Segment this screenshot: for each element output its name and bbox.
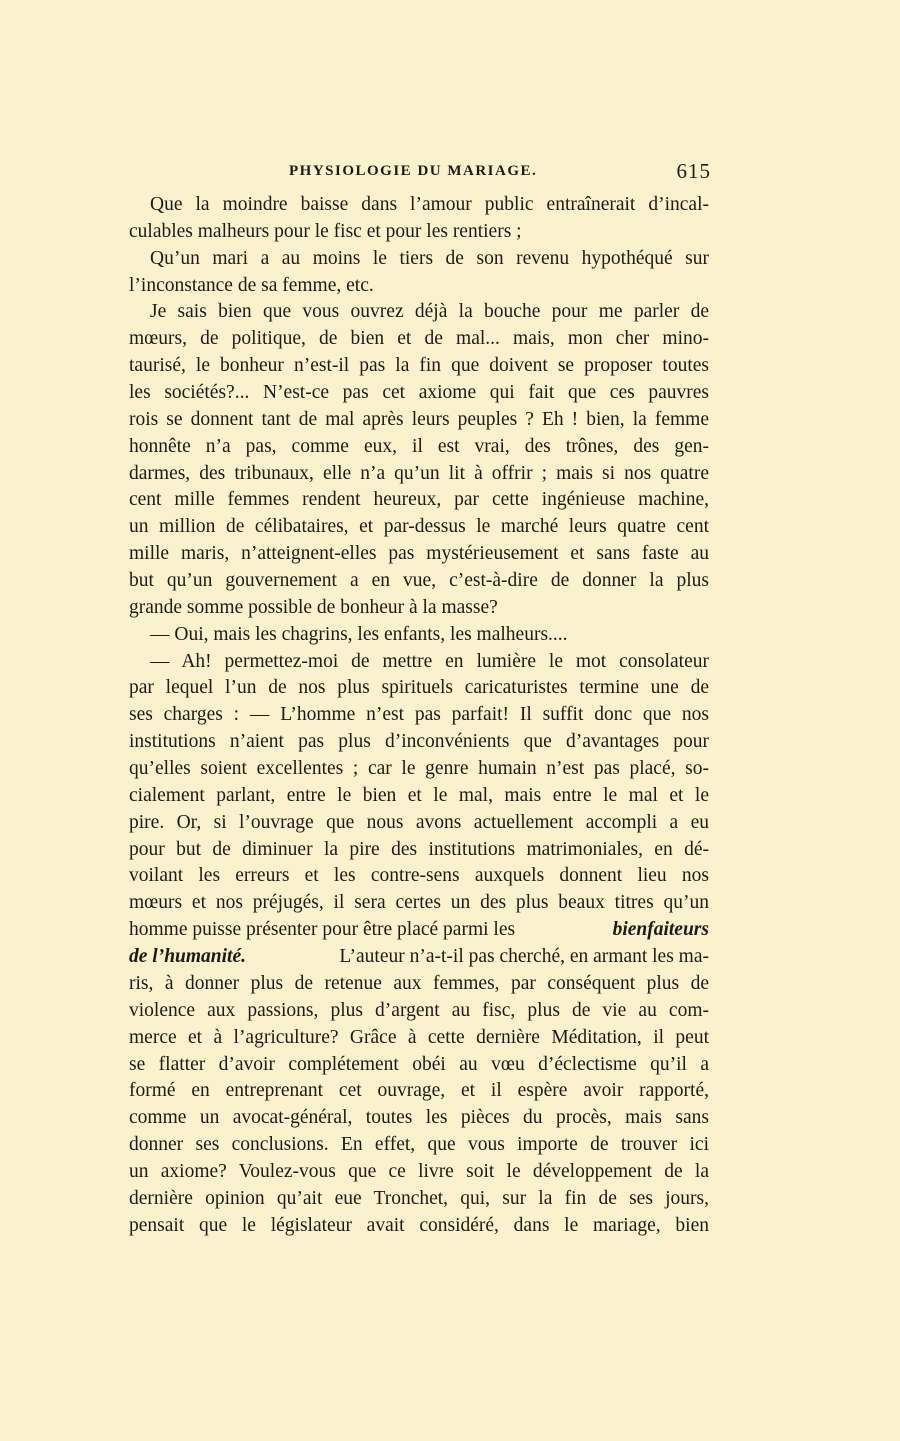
text-segment: L’auteur n’a-t-il pas cherché, en armant les ma- <box>339 946 709 968</box>
text-line: ris, à donner plus de retenue aux femmes, par conséquent plus de <box>129 972 709 994</box>
text-line: un million de célibataires, et par-dessus le marché leurs quatre cent <box>129 516 709 538</box>
text-line: culables malheurs pour le fisc et pour les rentiers ; <box>129 220 522 242</box>
text-line: but qu’un gouvernement a en vue, c’est-à-dire de donner la plus <box>129 570 709 592</box>
text-line <box>129 917 709 944</box>
text-line: mille maris, n’atteignent-elles pas mystérieusement et sans faste au <box>129 543 709 565</box>
text-line: les sociétés?... N’est-ce pas cet axiome qui fait que ces pauvres <box>129 382 709 404</box>
text-line: grande somme possible de bonheur à la masse? <box>129 596 498 618</box>
text-line <box>129 944 709 971</box>
italic-emphasis: de l’humanité. <box>129 946 247 968</box>
text-line: se flatter d’avoir complétement obéi au vœu d’éclectisme qu’il a <box>129 1053 709 1075</box>
text-line: Je sais bien que vous ouvrez déjà la bouche pour me parler de <box>150 301 709 323</box>
text-line: pensait que le législateur avait considéré, dans le mariage, bien <box>129 1214 709 1236</box>
text-line: pour but de diminuer la pire des institutions matrimoniales, en dé- <box>129 838 709 860</box>
text-segment: homme puisse présenter pour être placé parmi les <box>129 919 516 941</box>
text-line: Que la moindre baisse dans l’amour public entraînerait d’incal- <box>150 194 709 215</box>
text-line: un axiome? Voulez-vous que ce livre soit le développement de la <box>129 1160 709 1182</box>
italic-emphasis: bienfaiteurs <box>612 919 709 941</box>
text-line: voilant les erreurs et les contre-sens auxquels donnent lieu nos <box>129 865 709 887</box>
text-line: dernière opinion qu’ait eue Tronchet, qui, sur la fin de ses jours, <box>129 1187 709 1209</box>
text-line: violence aux passions, plus d’argent au fisc, plus de vie au com- <box>129 999 709 1021</box>
text-line: honnête n’a pas, comme eux, il est vrai, des trônes, des gen- <box>129 435 709 457</box>
text-line: cialement parlant, entre le bien et le mal, mais entre le mal et le <box>129 784 709 806</box>
text-line: taurisé, le bonheur n’est-il pas la fin que doivent se proposer toutes <box>129 355 709 377</box>
page-number: 615 <box>676 159 711 183</box>
text-line: pire. Or, si l’ouvrage que nous avons actuellement accompli a eu <box>129 811 709 833</box>
text-line: cent mille femmes rendent heureux, par cette ingénieuse machine, <box>129 489 709 511</box>
body-text <box>129 192 709 1240</box>
text-line: institutions n’aient pas plus d’inconvénients que d’avantages pour <box>129 731 709 753</box>
text-line: merce et à l’agriculture? Grâce à cette dernière Méditation, il peut <box>129 1026 709 1048</box>
text-line: comme un avocat-général, toutes les pièces du procès, mais sans <box>129 1107 709 1129</box>
running-title: PHYSIOLOGIE DU MARIAGE. <box>289 163 538 179</box>
text-line: l’inconstance de sa femme, etc. <box>129 274 374 296</box>
text-line: par lequel l’un de nos plus spirituels caricaturistes termine une de <box>129 677 709 699</box>
text-line: mœurs et nos préjugés, il sera certes un des plus beaux titres qu’un <box>129 892 709 914</box>
text-line: qu’elles soient excellentes ; car le genre humain n’est pas placé, so- <box>129 758 709 780</box>
text-line: mœurs, de politique, de bien et de mal... mais, mon cher mino- <box>129 328 709 350</box>
text-line: formé en entreprenant cet ouvrage, et il espère avoir rapporté, <box>129 1080 709 1102</box>
text-line: darmes, des tribunaux, elle n’a qu’un lit à offrir ; mais si nos quatre <box>129 462 709 484</box>
text-line: Qu’un mari a au moins le tiers de son revenu hypothéqué sur <box>150 247 709 269</box>
text-line: rois se donnent tant de mal après leurs peuples ? Eh ! bien, la femme <box>129 408 709 430</box>
page-header <box>129 161 711 185</box>
text-line: — Oui, mais les chagrins, les enfants, les malheurs.... <box>150 623 568 645</box>
text-line: donner ses conclusions. En effet, que vous importe de trouver ici <box>129 1134 709 1156</box>
text-line: ses charges : — L’homme n’est pas parfait! Il suffit donc que nos <box>129 704 709 726</box>
text-line: — Ah! permettez-moi de mettre en lumière le mot consolateur <box>150 650 709 672</box>
